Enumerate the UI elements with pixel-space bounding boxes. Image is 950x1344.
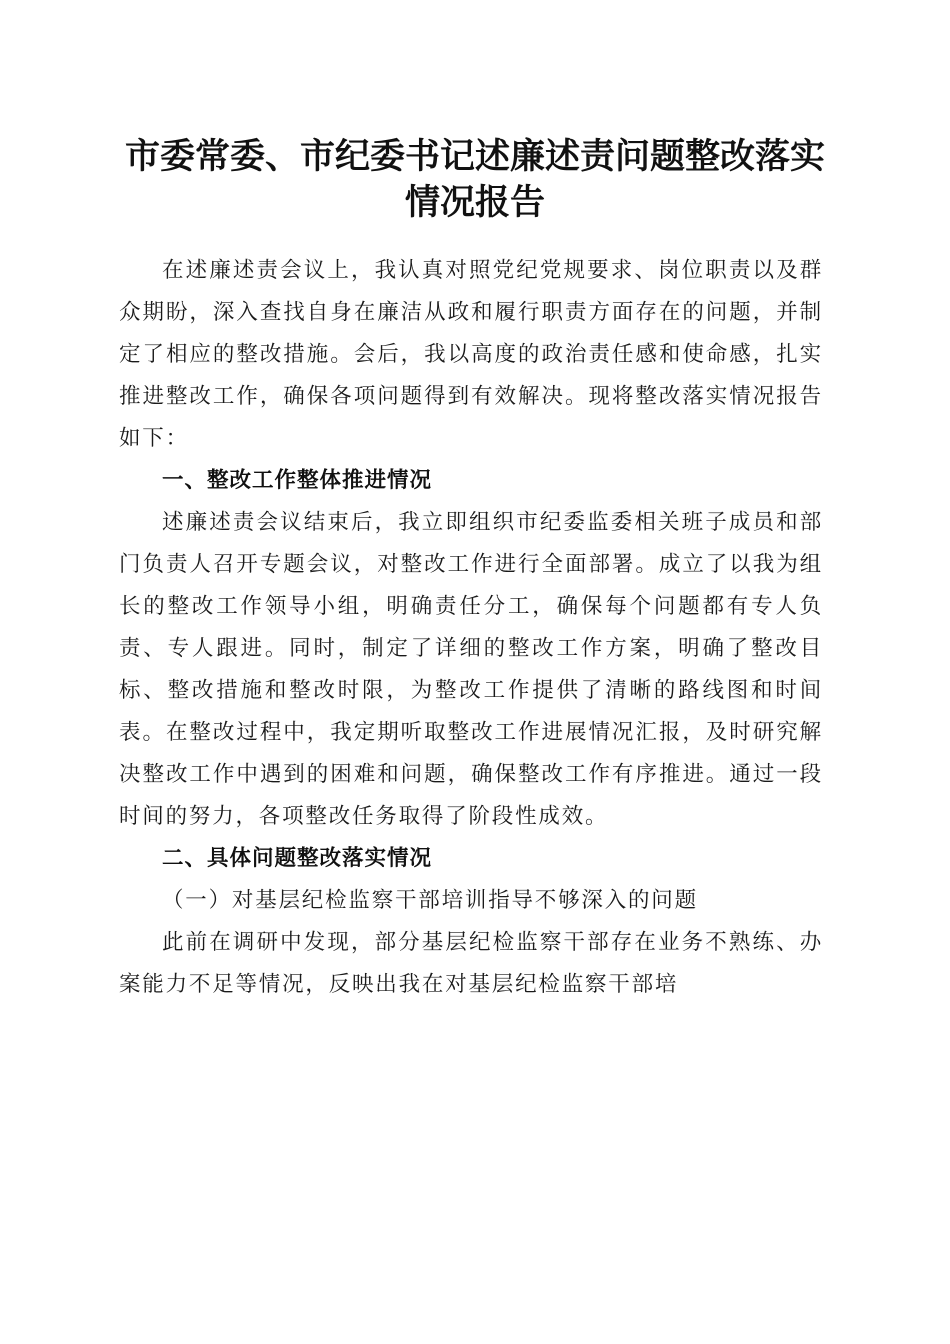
subsection-1-heading: （一）对基层纪检监察干部培训指导不够深入的问题 [162, 888, 698, 913]
section-2-heading: 二、具体问题整改落实情况 [162, 846, 433, 871]
section-1-paragraph: 述廉述责会议结束后，我立即组织市纪委监委相关班子成员和部门负责人召开专题会议，对整改工作进行全面部署。成立了以我为组长的整改工作领导小组，明确责任分工，确保每个问题都有专人负责、专人跟进。同时，制定了详细的整改工作方案，明确了整改目标、整改措施和整改时限，为整改工作提供了清晰的路线图和时间表。在整改过程中，我定期听取整改工作进展情况汇报，及时研究解决整改工作中遇到的困难和问题，确保整改工作有序推进。通过一段时间的努力，各项整改任务取得了阶段性成效。 [119, 510, 823, 829]
section-1-heading: 一、整改工作整体推进情况 [162, 468, 433, 493]
document-body [119, 250, 823, 1006]
subsection-1-paragraph: 此前在调研中发现，部分基层纪检监察干部存在业务不熟练、办案能力不足等情况，反映出我在对基层纪检监察干部培 [119, 930, 823, 997]
document-title-line-1: 市委常委、市纪委书记述廉述责问题整改落实 [124, 136, 825, 177]
document-title-line-2: 情况报告 [404, 182, 545, 223]
intro-paragraph: 在述廉述责会议上，我认真对照党纪党规要求、岗位职责以及群众期盼，深入查找自身在廉洁从政和履行职责方面存在的问题，并制定了相应的整改措施。会后，我以高度的政治责任感和使命感，扎实推进整改工作，确保各项问题得到有效解决。现将整改落实情况报告如下： [119, 258, 823, 451]
document-title [110, 134, 840, 226]
